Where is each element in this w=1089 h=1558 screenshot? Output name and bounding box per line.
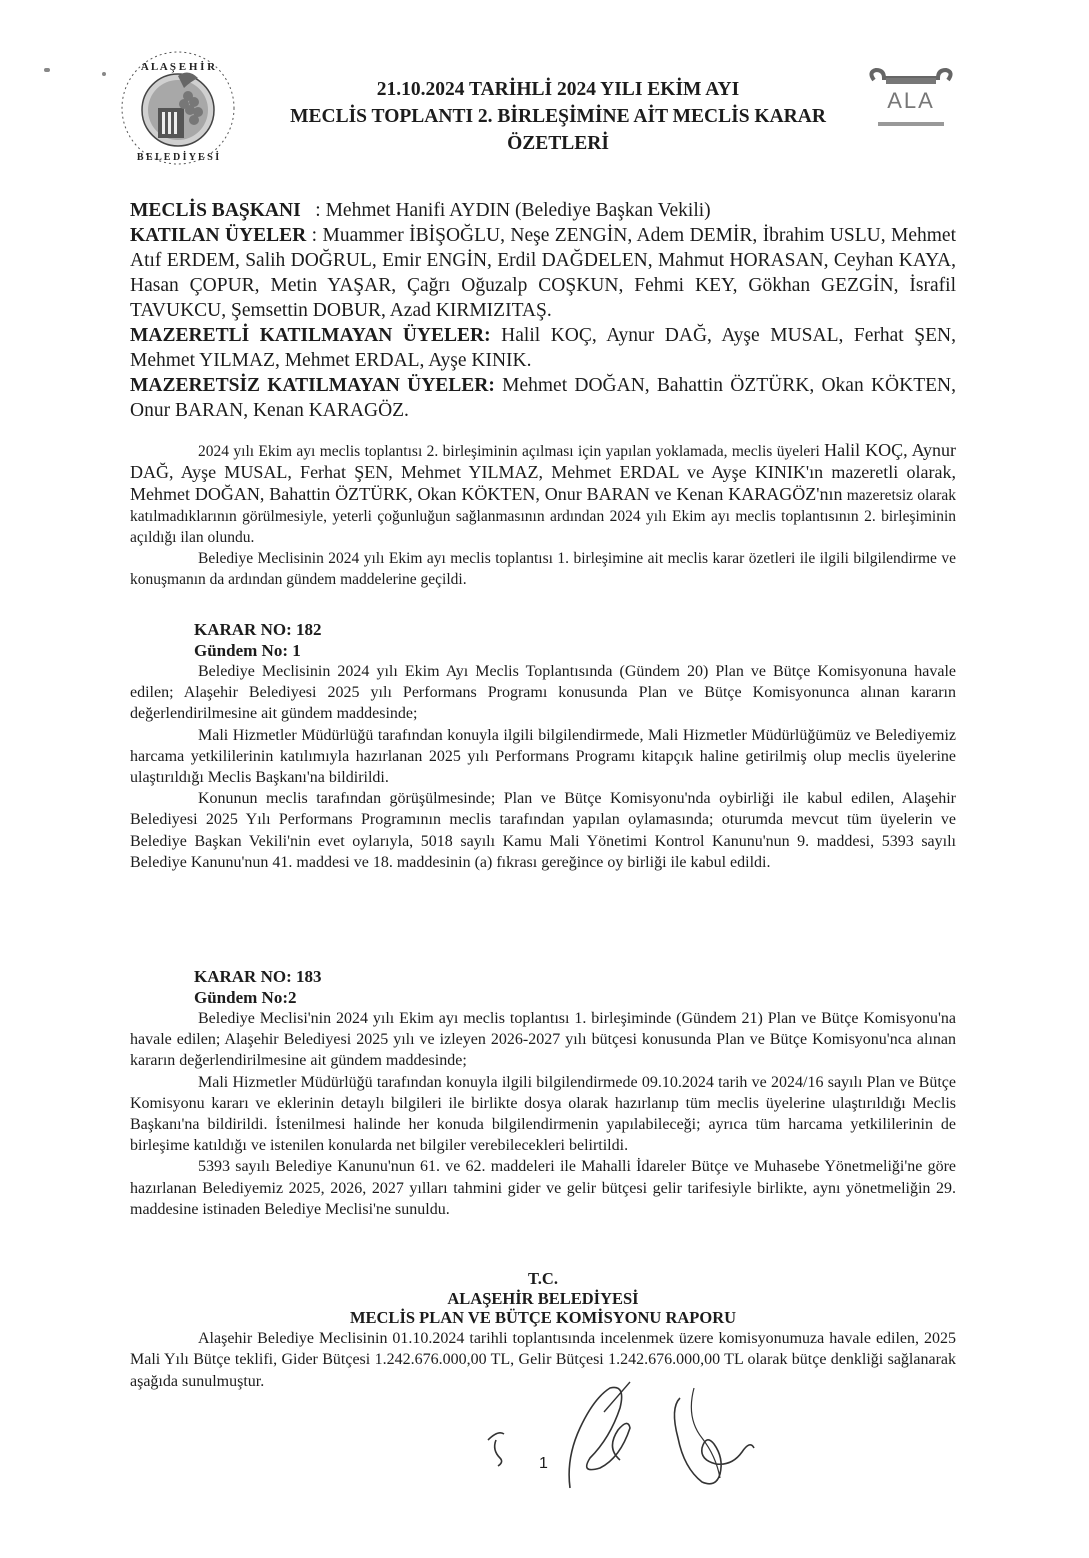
report-heading-title: MECLİS PLAN VE BÜTÇE KOMİSYONU RAPORU bbox=[349, 1308, 737, 1327]
agenda-number: Gündem No:2 bbox=[194, 988, 297, 1007]
excused-line bbox=[130, 323, 956, 373]
attendance-block bbox=[130, 198, 956, 423]
intro-block bbox=[130, 440, 956, 590]
chair-line bbox=[130, 198, 956, 223]
ala-logo bbox=[866, 66, 956, 132]
decision-paragraph: Mali Hizmetler Müdürlüğü tarafından konuyla ilgili bilgilendirmede 09.10.2024 tarih ve 2024/16 sayılı Plan ve Bütçe Komisyonu kararı ve eklerinin detaylı bilgileri ile birlikte dosya olarak hazırlanıp tüm meclis üyelerine ulaştırıldığı Meclis Başkanı'na bildirildi. İstenilmesi halinde her konuda bilgilendirmenin yapılabileceği; ayrıca tüm harcama yetkililerinin de birleşime katıldığı ve istenilen konularda net bilgiler verebilecekleri belirtildi. bbox=[130, 1073, 956, 1155]
chair-value: : Mehmet Hanifi AYDIN (Belediye Başkan Vekili) bbox=[315, 200, 711, 221]
intro-paragraph-2: Belediye Meclisinin 2024 yılı Ekim ayı meclis toplantısı 1. birleşimine ait meclis karar özetleri ile ilgili bilgilendirme ve konuşmanın da ardından gündem maddelerine geçildi. bbox=[130, 550, 956, 588]
decision-182 bbox=[130, 619, 956, 873]
intro-p1-b: Halil KOÇ, Aynur DAĞ, Ayşe MUSAL, Ferhat ŞEN, Mehmet YILMAZ, Mehmet ERDAL ve Ayşe KINIK'ın mazeretli olarak, Mehmet DOĞAN, Bahattin ÖZTÜRK, Okan KÖKTEN, Onur BARAN ve Kenan KARAGÖZ'nın bbox=[130, 440, 957, 504]
members-value: : Muammer İBİŞOĞLU, Neşe ZENGİN, Adem DEMİR, İbrahim USLU, Mehmet Atıf ERDEM, Salih DOĞRUL, Emir ENGİN, Erdil DAĞDELEN, Mahmut HORASAN, Ceyhan KAYA, Hasan ÇOPUR, Metin YAŞAR, Çağrı Oğuzalp COŞKUN, Fehmi KEY, Gökhan GEZGİN, İsrafil TAVUKCU, Şemsettin DOBUR, Azad KIRMIZITAŞ. bbox=[130, 225, 957, 321]
decision-number: KARAR NO: 183 bbox=[194, 967, 322, 986]
municipality-seal-logo bbox=[118, 48, 238, 168]
decision-number: KARAR NO: 182 bbox=[194, 620, 322, 639]
excused-label: MAZERETLİ KATILMAYAN ÜYELER: bbox=[130, 325, 491, 346]
scan-mark bbox=[44, 68, 50, 72]
title-line-2: MECLİS TOPLANTI 2. BİRLEŞİMİNE AİT MECLİS KARAR ÖZETLERİ bbox=[290, 106, 826, 154]
unexcused-line bbox=[130, 373, 956, 423]
commission-report bbox=[130, 1269, 956, 1392]
decision-paragraph: Belediye Meclisi'nin 2024 yılı Ekim ayı meclis toplantısı 1. birleşiminde (Gündem 21) Plan ve Bütçe Komisyonu'na havale edilen; Alaşehir Belediyesi 2025 yılı ve izleyen 2026-2027 yılı bütçesi konusunda Plan ve Bütçe Komisyonu'nca alınan kararın değerlendirilmesine ait gündem maddesinde; bbox=[130, 1010, 956, 1070]
report-paragraph: Alaşehir Belediye Meclisinin 01.10.2024 tarihli toplantısında incelenmek üzere komisyonumuza havale edilen, 2025 Mali Yılı Bütçe teklifi, Gider Bütçesi 1.242.676.000,00 TL, Gelir Bütçesi 1.242.676.000,00 TL olarak bütçe denkliği sağlanarak aşağıda sunulmuştur. bbox=[130, 1329, 956, 1390]
document-title bbox=[248, 76, 868, 157]
handwritten-signatures bbox=[470, 1378, 770, 1508]
unexcused-value: Mehmet DOĞAN, Bahattin ÖZTÜRK, Okan KÖKTEN, Onur BARAN, Kenan KARAGÖZ. bbox=[130, 375, 956, 421]
intro-paragraph-1 bbox=[130, 440, 956, 548]
decision-paragraph: Mali Hizmetler Müdürlüğü tarafından konuyla ilgili bilgilendirmede, Mali Hizmetler Müdürlüğümüz ve Belediyemiz harcama yetkililerinin katılımıyla hazırlanan 2025 yılı Performans Programı kitapçık haline getirilmiş olup meclis üyelerine ulaştırıldığı Meclis Başkanı'na bildirildi. bbox=[130, 726, 956, 787]
excused-value: Halil KOÇ, Aynur DAĞ, Ayşe MUSAL, Ferhat ŞEN, Mehmet YILMAZ, Mehmet ERDAL, Ayşe KINIK. bbox=[130, 325, 956, 371]
agenda-number: Gündem No: 1 bbox=[194, 641, 301, 660]
decision-183 bbox=[130, 966, 956, 1220]
svg-text:A L A Ş E H İ R: A L A Ş E H İ R bbox=[140, 61, 216, 73]
scan-mark bbox=[102, 72, 106, 76]
svg-text:B E L E D İ Y E S İ: B E L E D İ Y E S İ bbox=[136, 152, 220, 163]
report-heading-tc: T.C. bbox=[528, 1269, 558, 1288]
intro-p1-c: mazeretsiz olarak katılmadıklarının görülmesiyle, yeterli çoğunluğun sağlanmasının ardından 2024 yılı Ekim ayı meclis toplantısının 2. birleşiminin açıldığı ilan olundu. bbox=[130, 487, 956, 546]
unexcused-label: MAZERETSİZ KATILMAYAN ÜYELER: bbox=[130, 375, 495, 396]
title-line-1: 21.10.2024 TARİHLİ 2024 YILI EKİM AYI bbox=[376, 79, 740, 100]
members-line bbox=[130, 223, 956, 323]
svg-text:ALA: ALA bbox=[887, 88, 935, 113]
decision-paragraph: Belediye Meclisinin 2024 yılı Ekim Ayı Meclis Toplantısında (Gündem 20) Plan ve Bütçe Komisyonuna havale edilen; Alaşehir Belediyesi 2025 yılı Performans Programı konusunda Plan ve Bütçe Komisyonunca alınan kararın değerlendirilmesine ait gündem maddesinde; bbox=[130, 663, 956, 723]
intro-p1-a: 2024 yılı Ekim ayı meclis toplantısı 2. birleşiminin açılması için yapılan yoklamada, meclis üyeleri bbox=[198, 443, 820, 460]
members-label: KATILAN ÜYELER bbox=[130, 225, 307, 246]
chair-label: MECLİS BAŞKANI bbox=[130, 200, 301, 221]
report-heading-municipality: ALAŞEHİR BELEDİYESİ bbox=[447, 1288, 639, 1308]
decision-paragraph: Konunun meclis tarafından görüşülmesinde; Plan ve Bütçe Komisyonu'nda oybirliği ile kabul edilen, Alaşehir Belediyesi 2025 Yılı Performans Programının meclis tarafından yapılan oylamasında; oturumda mevcut tüm üyelerin ve Belediye Başkan Vekili'nin evet oylarıyla, 5018 sayılı Kamu Mali Yönetimi Kontrol Kanunu'nun 9. maddesi, 5393 sayılı Belediye Kanunu'nun 41. maddesi ve 18. maddesinin (a) fıkrası gereğince oy birliği ile kabul edildi. bbox=[130, 790, 956, 871]
page-number: 1 bbox=[539, 1455, 548, 1472]
decision-paragraph: 5393 sayılı Belediye Kanunu'nun 61. ve 62. maddeleri ile Mahalli İdareler Bütçe ve Muhasebe Yönetmeliği'ne göre hazırlanan Belediyemiz 2025, 2026, 2027 yılları tahmini gider ve gelir bütçesi gelir tarifesiyle birlikte, aynı yönetmeliğin 29. maddesine istinaden Belediye Meclisi'ne sunuldu. bbox=[130, 1158, 956, 1218]
